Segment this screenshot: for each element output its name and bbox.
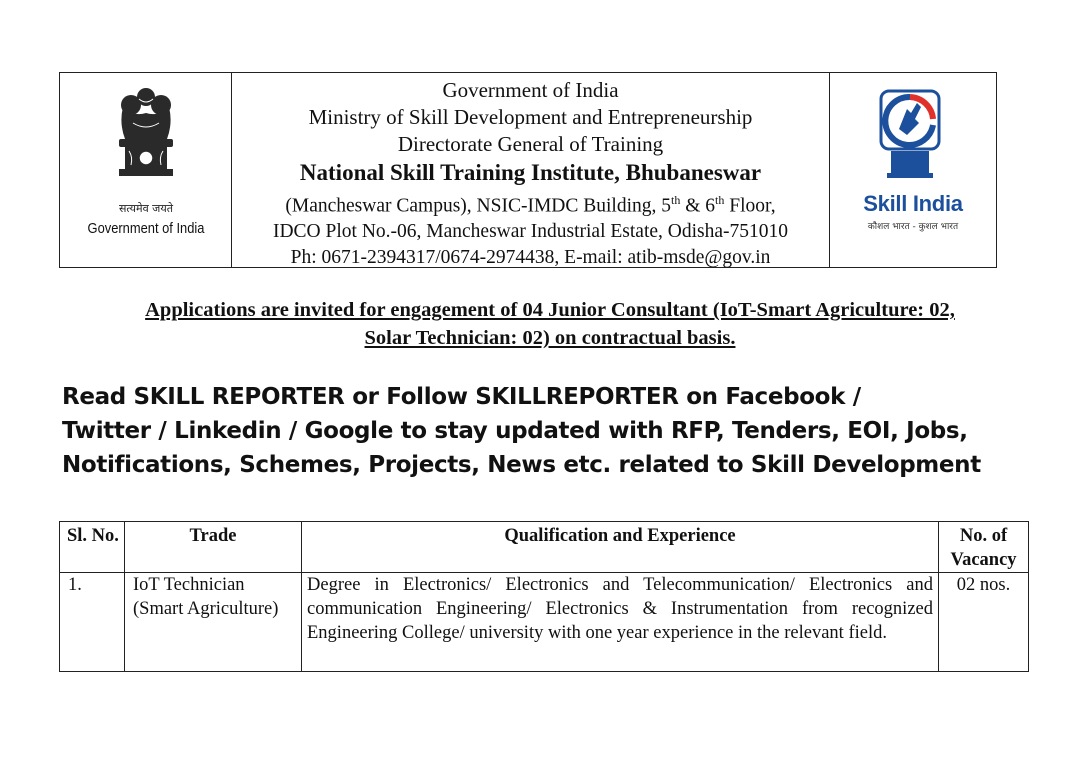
directorate-line: Directorate General of Training xyxy=(397,132,664,156)
skill-india-cell xyxy=(830,73,996,267)
notice-line-2: Solar Technician: 02) on contractual basis. xyxy=(364,327,736,349)
table-header-row xyxy=(60,522,1029,573)
promo-line-1: Read SKILL REPORTER or Follow SKILLREPORTER on Facebook / xyxy=(62,384,861,410)
header-qualification: Qualification and Experience xyxy=(302,522,939,573)
notice-line-1: Applications are invited for engagement of 04 Junior Consultant (IoT-Smart Agriculture: 02, xyxy=(145,299,955,321)
government-line: Government of India xyxy=(442,78,619,102)
emblem-cell xyxy=(60,73,232,267)
letterhead xyxy=(59,72,997,268)
cell-vacancy: 02 nos. xyxy=(939,573,1029,672)
skill-reporter-promo xyxy=(62,380,1062,482)
emblem-motto: सत्यमेव जयते xyxy=(118,202,173,215)
skill-india-wordmark: Skill India xyxy=(863,191,963,216)
recruitment-notice xyxy=(40,296,1060,352)
cell-trade: IoT Technician (Smart Agriculture) xyxy=(125,573,302,672)
header-trade: Trade xyxy=(125,522,302,573)
skill-india-tagline: कौशल भारत - कुशल भारत xyxy=(867,222,959,232)
address-line-1: (Mancheswar Campus), NSIC-IMDC Building, 5th & 6th Floor, xyxy=(285,193,776,217)
address-line-2: IDCO Plot No.-06, Mancheswar Industrial Estate, Odisha-751010 xyxy=(272,221,789,242)
emblem-caption: Government of India xyxy=(87,220,205,237)
national-emblem-icon xyxy=(109,83,183,199)
promo-line-3: Notifications, Schemes, Projects, News etc. related to Skill Development xyxy=(62,452,981,478)
table-row xyxy=(60,573,1029,672)
cell-qualification: Degree in Electronics/ Electronics and Telecommunication/ Electronics and communication Engineering/ Electronics & Instrumentation from recognized Engineering College/ university with one year experience in the relevant field. xyxy=(302,573,939,672)
vacancy-table xyxy=(59,521,1029,672)
promo-line-2: Twitter / Linkedin / Google to stay updated with RFP, Tenders, EOI, Jobs, xyxy=(62,418,968,444)
cell-sl-no: 1. xyxy=(60,573,125,672)
ministry-line: Ministry of Skill Development and Entrepreneurship xyxy=(308,105,753,129)
institute-name: National Skill Training Institute, Bhubaneswar xyxy=(299,160,762,185)
header-vacancy: No. of Vacancy xyxy=(939,522,1029,573)
skill-india-logo-icon xyxy=(877,89,943,181)
contact-line: Ph: 0671-2394317/0674-2974438, E-mail: atib-msde@gov.in xyxy=(290,246,771,268)
letterhead-text xyxy=(232,73,830,267)
header-sl-no: Sl. No. xyxy=(60,522,125,573)
